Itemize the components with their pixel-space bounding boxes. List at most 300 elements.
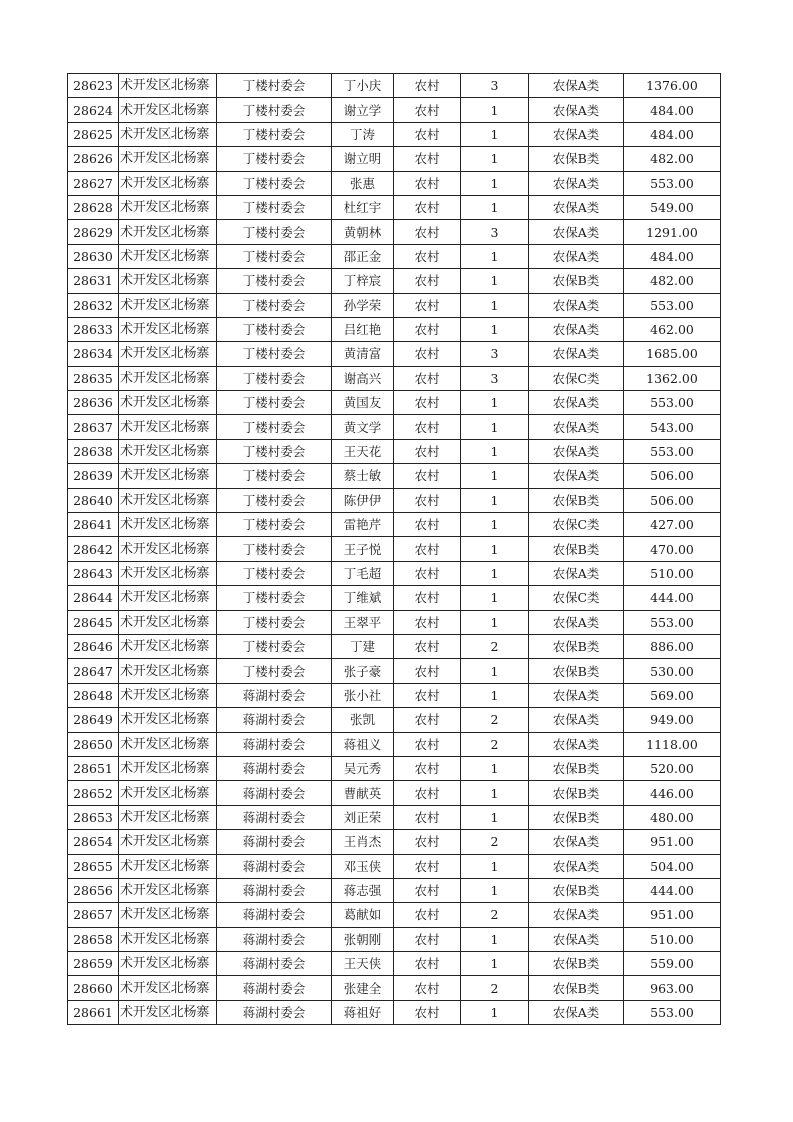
household-count-cell: 1 xyxy=(461,513,529,537)
district-cell: 术开发区北杨寨 xyxy=(119,586,217,610)
person-name-cell: 张朝刚 xyxy=(332,927,394,951)
amount-cell: 963.00 xyxy=(624,976,721,1000)
household-count-cell: 2 xyxy=(461,903,529,927)
row-id-cell: 28634 xyxy=(68,342,119,366)
village-committee-cell: 丁楼村委会 xyxy=(217,293,332,317)
residence-type-cell: 农村 xyxy=(394,513,461,537)
household-count-cell: 1 xyxy=(461,293,529,317)
amount-cell: 506.00 xyxy=(624,488,721,512)
amount-cell: 1291.00 xyxy=(624,220,721,244)
row-id-cell: 28629 xyxy=(68,220,119,244)
residence-type-cell: 农村 xyxy=(394,1000,461,1024)
person-name-cell: 谢立学 xyxy=(332,98,394,122)
village-committee-cell: 蒋湖村委会 xyxy=(217,952,332,976)
person-name-cell: 黄文学 xyxy=(332,415,394,439)
row-id-cell: 28660 xyxy=(68,976,119,1000)
person-name-cell: 曹献英 xyxy=(332,781,394,805)
table-row xyxy=(68,659,721,683)
amount-cell: 482.00 xyxy=(624,147,721,171)
insurance-category-cell: 农保A类 xyxy=(529,122,624,146)
amount-cell: 1376.00 xyxy=(624,74,721,98)
household-count-cell: 1 xyxy=(461,537,529,561)
village-committee-cell: 丁楼村委会 xyxy=(217,659,332,683)
household-count-cell: 1 xyxy=(461,659,529,683)
household-count-cell: 1 xyxy=(461,488,529,512)
insurance-category-cell: 农保A类 xyxy=(529,708,624,732)
household-count-cell: 3 xyxy=(461,366,529,390)
row-id-cell: 28657 xyxy=(68,903,119,927)
amount-cell: 553.00 xyxy=(624,391,721,415)
residence-type-cell: 农村 xyxy=(394,147,461,171)
row-id-cell: 28635 xyxy=(68,366,119,390)
amount-cell: 480.00 xyxy=(624,805,721,829)
row-id-cell: 28648 xyxy=(68,683,119,707)
residence-type-cell: 农村 xyxy=(394,269,461,293)
row-id-cell: 28638 xyxy=(68,439,119,463)
table-row xyxy=(68,878,721,902)
person-name-cell: 张凯 xyxy=(332,708,394,732)
row-id-cell: 28655 xyxy=(68,854,119,878)
district-cell: 术开发区北杨寨 xyxy=(119,952,217,976)
household-count-cell: 1 xyxy=(461,805,529,829)
amount-cell: 553.00 xyxy=(624,610,721,634)
table-row xyxy=(68,903,721,927)
row-id-cell: 28636 xyxy=(68,391,119,415)
household-count-cell: 1 xyxy=(461,561,529,585)
person-name-cell: 刘正荣 xyxy=(332,805,394,829)
village-committee-cell: 丁楼村委会 xyxy=(217,220,332,244)
person-name-cell: 邵正金 xyxy=(332,244,394,268)
insurance-category-cell: 农保A类 xyxy=(529,561,624,585)
village-committee-cell: 蒋湖村委会 xyxy=(217,878,332,902)
table-row xyxy=(68,854,721,878)
row-id-cell: 28640 xyxy=(68,488,119,512)
district-cell: 术开发区北杨寨 xyxy=(119,708,217,732)
table-row xyxy=(68,220,721,244)
household-count-cell: 1 xyxy=(461,122,529,146)
insurance-category-cell: 农保C类 xyxy=(529,366,624,390)
person-name-cell: 蒋祖好 xyxy=(332,1000,394,1024)
person-name-cell: 谢高兴 xyxy=(332,366,394,390)
residence-type-cell: 农村 xyxy=(394,781,461,805)
residence-type-cell: 农村 xyxy=(394,317,461,341)
row-id-cell: 28652 xyxy=(68,781,119,805)
amount-cell: 484.00 xyxy=(624,122,721,146)
household-count-cell: 1 xyxy=(461,878,529,902)
household-count-cell: 3 xyxy=(461,74,529,98)
row-id-cell: 28631 xyxy=(68,269,119,293)
household-count-cell: 1 xyxy=(461,391,529,415)
district-cell: 术开发区北杨寨 xyxy=(119,683,217,707)
row-id-cell: 28653 xyxy=(68,805,119,829)
residence-type-cell: 农村 xyxy=(394,903,461,927)
person-name-cell: 张子豪 xyxy=(332,659,394,683)
residence-type-cell: 农村 xyxy=(394,220,461,244)
amount-cell: 510.00 xyxy=(624,927,721,951)
household-count-cell: 1 xyxy=(461,439,529,463)
residence-type-cell: 农村 xyxy=(394,683,461,707)
household-count-cell: 1 xyxy=(461,269,529,293)
village-committee-cell: 蒋湖村委会 xyxy=(217,708,332,732)
district-cell: 术开发区北杨寨 xyxy=(119,830,217,854)
row-id-cell: 28643 xyxy=(68,561,119,585)
amount-cell: 510.00 xyxy=(624,561,721,585)
insurance-category-cell: 农保B类 xyxy=(529,269,624,293)
person-name-cell: 陈伊伊 xyxy=(332,488,394,512)
amount-cell: 482.00 xyxy=(624,269,721,293)
row-id-cell: 28633 xyxy=(68,317,119,341)
amount-cell: 1362.00 xyxy=(624,366,721,390)
table-row xyxy=(68,195,721,219)
village-committee-cell: 蒋湖村委会 xyxy=(217,756,332,780)
table-row xyxy=(68,610,721,634)
district-cell: 术开发区北杨寨 xyxy=(119,805,217,829)
village-committee-cell: 蒋湖村委会 xyxy=(217,903,332,927)
amount-cell: 506.00 xyxy=(624,464,721,488)
household-count-cell: 2 xyxy=(461,732,529,756)
table-row xyxy=(68,781,721,805)
table-row xyxy=(68,732,721,756)
person-name-cell: 王天花 xyxy=(332,439,394,463)
amount-cell: 446.00 xyxy=(624,781,721,805)
amount-cell: 1685.00 xyxy=(624,342,721,366)
row-id-cell: 28651 xyxy=(68,756,119,780)
amount-cell: 553.00 xyxy=(624,171,721,195)
village-committee-cell: 蒋湖村委会 xyxy=(217,781,332,805)
insurance-category-cell: 农保A类 xyxy=(529,195,624,219)
row-id-cell: 28649 xyxy=(68,708,119,732)
district-cell: 术开发区北杨寨 xyxy=(119,147,217,171)
household-count-cell: 1 xyxy=(461,147,529,171)
residence-type-cell: 农村 xyxy=(394,561,461,585)
village-committee-cell: 丁楼村委会 xyxy=(217,415,332,439)
insurance-category-cell: 农保A类 xyxy=(529,1000,624,1024)
amount-cell: 549.00 xyxy=(624,195,721,219)
residence-type-cell: 农村 xyxy=(394,659,461,683)
household-count-cell: 1 xyxy=(461,195,529,219)
row-id-cell: 28658 xyxy=(68,927,119,951)
residence-type-cell: 农村 xyxy=(394,98,461,122)
amount-cell: 530.00 xyxy=(624,659,721,683)
table-row xyxy=(68,244,721,268)
household-count-cell: 1 xyxy=(461,586,529,610)
person-name-cell: 雷艳芹 xyxy=(332,513,394,537)
amount-cell: 520.00 xyxy=(624,756,721,780)
insurance-category-cell: 农保A类 xyxy=(529,464,624,488)
district-cell: 术开发区北杨寨 xyxy=(119,537,217,561)
row-id-cell: 28625 xyxy=(68,122,119,146)
village-committee-cell: 丁楼村委会 xyxy=(217,391,332,415)
insurance-category-cell: 农保B类 xyxy=(529,976,624,1000)
residence-type-cell: 农村 xyxy=(394,830,461,854)
insurance-category-cell: 农保A类 xyxy=(529,98,624,122)
residence-type-cell: 农村 xyxy=(394,708,461,732)
residence-type-cell: 农村 xyxy=(394,391,461,415)
household-count-cell: 2 xyxy=(461,976,529,1000)
insurance-category-cell: 农保A类 xyxy=(529,439,624,463)
person-name-cell: 丁建 xyxy=(332,634,394,658)
insurance-category-cell: 农保A类 xyxy=(529,610,624,634)
village-committee-cell: 蒋湖村委会 xyxy=(217,927,332,951)
person-name-cell: 丁涛 xyxy=(332,122,394,146)
district-cell: 术开发区北杨寨 xyxy=(119,317,217,341)
village-committee-cell: 丁楼村委会 xyxy=(217,610,332,634)
district-cell: 术开发区北杨寨 xyxy=(119,1000,217,1024)
row-id-cell: 28644 xyxy=(68,586,119,610)
amount-cell: 427.00 xyxy=(624,513,721,537)
person-name-cell: 黄清富 xyxy=(332,342,394,366)
row-id-cell: 28650 xyxy=(68,732,119,756)
table-row xyxy=(68,952,721,976)
table-row xyxy=(68,366,721,390)
person-name-cell: 葛献如 xyxy=(332,903,394,927)
row-id-cell: 28639 xyxy=(68,464,119,488)
village-committee-cell: 蒋湖村委会 xyxy=(217,976,332,1000)
residence-type-cell: 农村 xyxy=(394,854,461,878)
district-cell: 术开发区北杨寨 xyxy=(119,439,217,463)
household-count-cell: 3 xyxy=(461,342,529,366)
village-committee-cell: 蒋湖村委会 xyxy=(217,830,332,854)
amount-cell: 949.00 xyxy=(624,708,721,732)
person-name-cell: 丁小庆 xyxy=(332,74,394,98)
village-committee-cell: 丁楼村委会 xyxy=(217,317,332,341)
insurance-category-cell: 农保A类 xyxy=(529,293,624,317)
insurance-category-cell: 农保A类 xyxy=(529,342,624,366)
row-id-cell: 28630 xyxy=(68,244,119,268)
row-id-cell: 28642 xyxy=(68,537,119,561)
amount-cell: 951.00 xyxy=(624,830,721,854)
person-name-cell: 蔡士敏 xyxy=(332,464,394,488)
district-cell: 术开发区北杨寨 xyxy=(119,781,217,805)
residence-type-cell: 农村 xyxy=(394,244,461,268)
row-id-cell: 28641 xyxy=(68,513,119,537)
table-row xyxy=(68,171,721,195)
household-count-cell: 1 xyxy=(461,952,529,976)
district-cell: 术开发区北杨寨 xyxy=(119,927,217,951)
person-name-cell: 张惠 xyxy=(332,171,394,195)
village-committee-cell: 丁楼村委会 xyxy=(217,634,332,658)
person-name-cell: 黄国友 xyxy=(332,391,394,415)
household-count-cell: 1 xyxy=(461,756,529,780)
insurance-category-cell: 农保B类 xyxy=(529,952,624,976)
insurance-category-cell: 农保A类 xyxy=(529,830,624,854)
amount-cell: 886.00 xyxy=(624,634,721,658)
district-cell: 术开发区北杨寨 xyxy=(119,220,217,244)
village-committee-cell: 蒋湖村委会 xyxy=(217,732,332,756)
village-committee-cell: 丁楼村委会 xyxy=(217,537,332,561)
residence-type-cell: 农村 xyxy=(394,488,461,512)
insurance-category-cell: 农保B类 xyxy=(529,537,624,561)
district-cell: 术开发区北杨寨 xyxy=(119,756,217,780)
person-name-cell: 谢立明 xyxy=(332,147,394,171)
row-id-cell: 28646 xyxy=(68,634,119,658)
village-committee-cell: 丁楼村委会 xyxy=(217,439,332,463)
amount-cell: 462.00 xyxy=(624,317,721,341)
residence-type-cell: 农村 xyxy=(394,610,461,634)
village-committee-cell: 丁楼村委会 xyxy=(217,74,332,98)
person-name-cell: 张建全 xyxy=(332,976,394,1000)
insurance-category-cell: 农保A类 xyxy=(529,415,624,439)
district-cell: 术开发区北杨寨 xyxy=(119,634,217,658)
residence-type-cell: 农村 xyxy=(394,74,461,98)
insurance-category-cell: 农保A类 xyxy=(529,391,624,415)
household-count-cell: 1 xyxy=(461,415,529,439)
residence-type-cell: 农村 xyxy=(394,366,461,390)
district-cell: 术开发区北杨寨 xyxy=(119,269,217,293)
amount-cell: 484.00 xyxy=(624,244,721,268)
insurance-category-cell: 农保B类 xyxy=(529,659,624,683)
insurance-category-cell: 农保A类 xyxy=(529,74,624,98)
district-cell: 术开发区北杨寨 xyxy=(119,122,217,146)
district-cell: 术开发区北杨寨 xyxy=(119,98,217,122)
village-committee-cell: 丁楼村委会 xyxy=(217,122,332,146)
residence-type-cell: 农村 xyxy=(394,537,461,561)
table-row xyxy=(68,439,721,463)
amount-cell: 559.00 xyxy=(624,952,721,976)
residence-type-cell: 农村 xyxy=(394,439,461,463)
table-row xyxy=(68,513,721,537)
village-committee-cell: 丁楼村委会 xyxy=(217,98,332,122)
insurance-category-cell: 农保A类 xyxy=(529,220,624,244)
table-row xyxy=(68,293,721,317)
district-cell: 术开发区北杨寨 xyxy=(119,903,217,927)
village-committee-cell: 丁楼村委会 xyxy=(217,488,332,512)
village-committee-cell: 蒋湖村委会 xyxy=(217,854,332,878)
district-cell: 术开发区北杨寨 xyxy=(119,561,217,585)
insurance-category-cell: 农保A类 xyxy=(529,927,624,951)
table-row xyxy=(68,415,721,439)
table-row xyxy=(68,269,721,293)
table-row xyxy=(68,147,721,171)
residence-type-cell: 农村 xyxy=(394,342,461,366)
amount-cell: 504.00 xyxy=(624,854,721,878)
district-cell: 术开发区北杨寨 xyxy=(119,488,217,512)
household-count-cell: 1 xyxy=(461,927,529,951)
insurance-category-cell: 农保A类 xyxy=(529,171,624,195)
household-count-cell: 2 xyxy=(461,708,529,732)
person-name-cell: 丁梓宸 xyxy=(332,269,394,293)
table-row xyxy=(68,342,721,366)
residence-type-cell: 农村 xyxy=(394,756,461,780)
table-row xyxy=(68,1000,721,1024)
insurance-category-cell: 农保B类 xyxy=(529,488,624,512)
table-row xyxy=(68,98,721,122)
district-cell: 术开发区北杨寨 xyxy=(119,342,217,366)
district-cell: 术开发区北杨寨 xyxy=(119,366,217,390)
residence-type-cell: 农村 xyxy=(394,171,461,195)
insurance-category-cell: 农保A类 xyxy=(529,903,624,927)
village-committee-cell: 蒋湖村委会 xyxy=(217,1000,332,1024)
amount-cell: 470.00 xyxy=(624,537,721,561)
village-committee-cell: 丁楼村委会 xyxy=(217,464,332,488)
table-row xyxy=(68,756,721,780)
row-id-cell: 28626 xyxy=(68,147,119,171)
amount-cell: 553.00 xyxy=(624,439,721,463)
household-count-cell: 1 xyxy=(461,610,529,634)
person-name-cell: 蒋志强 xyxy=(332,878,394,902)
person-name-cell: 王肖杰 xyxy=(332,830,394,854)
amount-cell: 569.00 xyxy=(624,683,721,707)
row-id-cell: 28624 xyxy=(68,98,119,122)
village-committee-cell: 丁楼村委会 xyxy=(217,244,332,268)
household-count-cell: 1 xyxy=(461,464,529,488)
row-id-cell: 28623 xyxy=(68,74,119,98)
household-count-cell: 1 xyxy=(461,854,529,878)
table-row xyxy=(68,805,721,829)
insurance-category-cell: 农保B类 xyxy=(529,147,624,171)
residence-type-cell: 农村 xyxy=(394,586,461,610)
person-name-cell: 吴元秀 xyxy=(332,756,394,780)
residence-type-cell: 农村 xyxy=(394,952,461,976)
table-row xyxy=(68,561,721,585)
table-row xyxy=(68,74,721,98)
household-count-cell: 1 xyxy=(461,683,529,707)
household-count-cell: 1 xyxy=(461,98,529,122)
insurance-category-cell: 农保B类 xyxy=(529,756,624,780)
household-count-cell: 2 xyxy=(461,634,529,658)
amount-cell: 553.00 xyxy=(624,1000,721,1024)
insurance-category-cell: 农保C类 xyxy=(529,586,624,610)
district-cell: 术开发区北杨寨 xyxy=(119,976,217,1000)
amount-cell: 444.00 xyxy=(624,878,721,902)
person-name-cell: 蒋祖义 xyxy=(332,732,394,756)
residence-type-cell: 农村 xyxy=(394,805,461,829)
district-cell: 术开发区北杨寨 xyxy=(119,171,217,195)
table-row xyxy=(68,317,721,341)
household-count-cell: 3 xyxy=(461,220,529,244)
district-cell: 术开发区北杨寨 xyxy=(119,74,217,98)
village-committee-cell: 丁楼村委会 xyxy=(217,513,332,537)
insurance-category-cell: 农保B类 xyxy=(529,781,624,805)
table-row xyxy=(68,634,721,658)
household-count-cell: 1 xyxy=(461,781,529,805)
district-cell: 术开发区北杨寨 xyxy=(119,195,217,219)
district-cell: 术开发区北杨寨 xyxy=(119,732,217,756)
amount-cell: 553.00 xyxy=(624,293,721,317)
district-cell: 术开发区北杨寨 xyxy=(119,244,217,268)
row-id-cell: 28637 xyxy=(68,415,119,439)
row-id-cell: 28656 xyxy=(68,878,119,902)
row-id-cell: 28632 xyxy=(68,293,119,317)
person-name-cell: 王翠平 xyxy=(332,610,394,634)
row-id-cell: 28647 xyxy=(68,659,119,683)
household-count-cell: 1 xyxy=(461,1000,529,1024)
household-count-cell: 2 xyxy=(461,830,529,854)
row-id-cell: 28661 xyxy=(68,1000,119,1024)
table-row xyxy=(68,927,721,951)
amount-cell: 484.00 xyxy=(624,98,721,122)
person-name-cell: 丁维斌 xyxy=(332,586,394,610)
household-count-cell: 1 xyxy=(461,171,529,195)
row-id-cell: 28659 xyxy=(68,952,119,976)
table-row xyxy=(68,976,721,1000)
person-name-cell: 杜红宇 xyxy=(332,195,394,219)
person-name-cell: 王子悦 xyxy=(332,537,394,561)
row-id-cell: 28654 xyxy=(68,830,119,854)
residence-type-cell: 农村 xyxy=(394,927,461,951)
table-row xyxy=(68,830,721,854)
person-name-cell: 孙学荣 xyxy=(332,293,394,317)
village-committee-cell: 丁楼村委会 xyxy=(217,147,332,171)
village-committee-cell: 蒋湖村委会 xyxy=(217,805,332,829)
residence-type-cell: 农村 xyxy=(394,732,461,756)
subsidy-table xyxy=(67,73,721,1025)
person-name-cell: 黄朝林 xyxy=(332,220,394,244)
row-id-cell: 28645 xyxy=(68,610,119,634)
district-cell: 术开发区北杨寨 xyxy=(119,854,217,878)
district-cell: 术开发区北杨寨 xyxy=(119,391,217,415)
residence-type-cell: 农村 xyxy=(394,415,461,439)
